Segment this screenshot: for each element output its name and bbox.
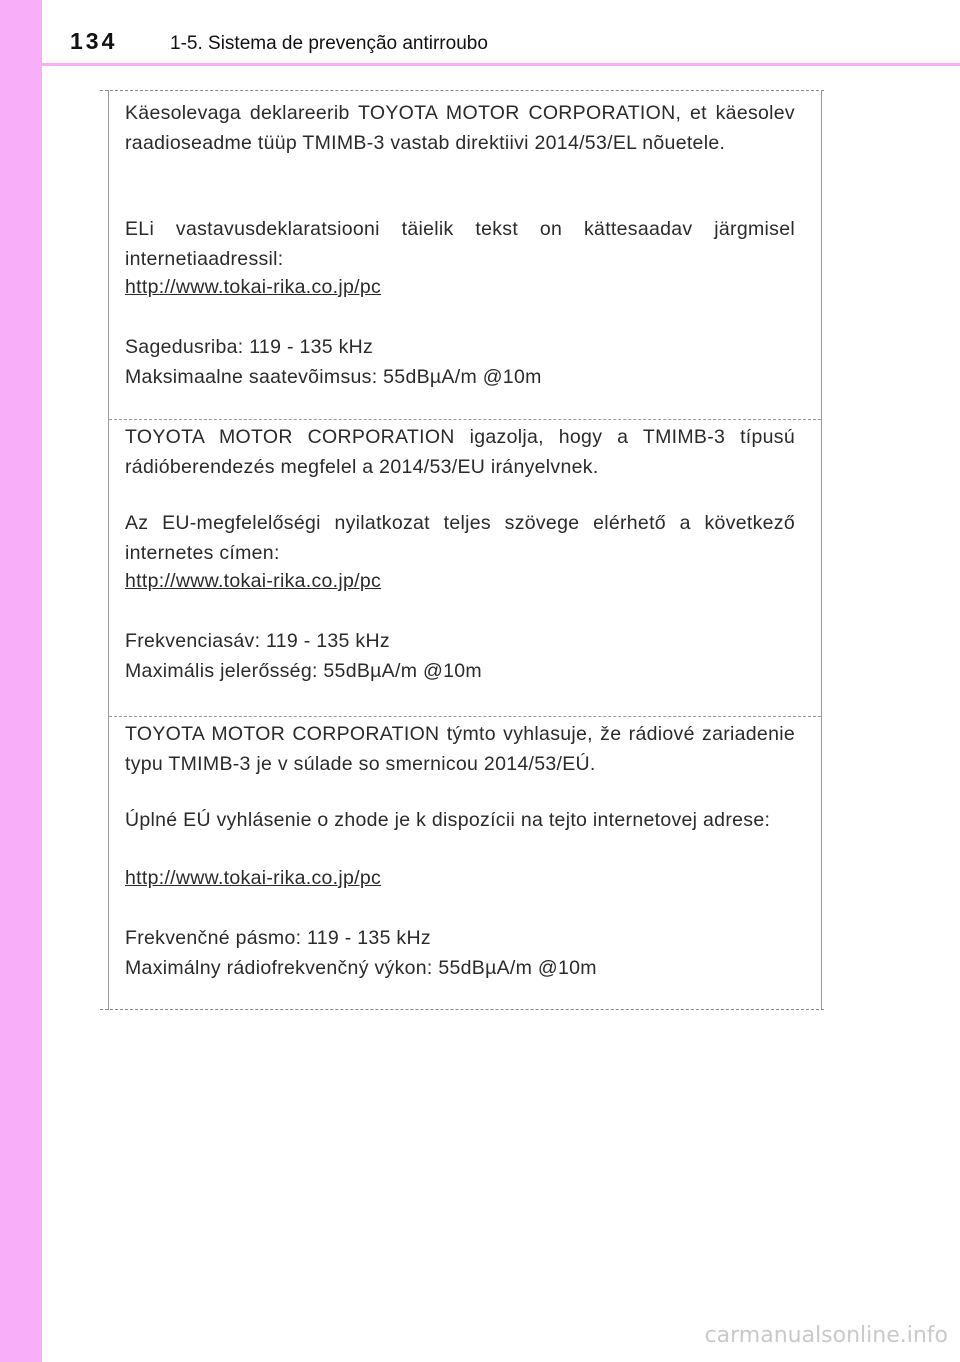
page-number: 134 bbox=[70, 28, 118, 54]
declaration-section-hungarian bbox=[109, 420, 821, 716]
page-header bbox=[0, 0, 960, 66]
declaration-text: TOYOTA MOTOR CORPORATION týmto vyhlasuje, že rádiové zariadenie typu TMIMB-3 je v súlade so smernicou 2014/53/EÚ. bbox=[125, 723, 795, 775]
watermark: carmanualsonline.info bbox=[704, 1323, 948, 1348]
frequency-text: Frekvenciasáv: 119 - 135 kHz bbox=[125, 630, 390, 652]
box-bottom-rule bbox=[100, 1009, 824, 1010]
side-accent-strip bbox=[0, 0, 42, 1362]
availability-text: ELi vastavusdeklaratsiooni täielik tekst on kättesaadav järgmisel internetiaadressil: bbox=[125, 218, 795, 270]
declaration-text: TOYOTA MOTOR CORPORATION igazolja, hogy a TMIMB-3 típusú rádióberendezés megfelel a 2014/53/EU irányelvnek. bbox=[125, 426, 795, 478]
declaration-link[interactable]: http://www.tokai-rika.co.jp/pc bbox=[125, 570, 382, 592]
frequency-text: Frekvenčné pásmo: 119 - 135 kHz bbox=[125, 927, 431, 949]
power-text: Maksimaalne saatevõimsus: 55dBµA/m @10m bbox=[125, 366, 542, 388]
header-rule bbox=[0, 63, 960, 66]
power-text: Maximálny rádiofrekvenčný výkon: 55dBµA/m @10m bbox=[125, 957, 597, 979]
availability-text: Az EU-megfelelőségi nyilatkozat teljes szövege elérhető a következő internetes címen: bbox=[125, 512, 795, 564]
declaration-text: Käesolevaga deklareerib TOYOTA MOTOR CORPORATION, et käesolev raadioseadme tüüp TMIMB-3 vastab direktiivi 2014/53/EL nõuetele. bbox=[125, 102, 795, 154]
power-text: Maximális jelerősség: 55dBµA/m @10m bbox=[125, 660, 482, 682]
declaration-section-slovak bbox=[109, 717, 821, 1009]
declaration-section-estonian bbox=[109, 90, 821, 418]
declaration-box bbox=[108, 90, 822, 1010]
declaration-link[interactable]: http://www.tokai-rika.co.jp/pc bbox=[125, 867, 382, 889]
availability-text: Úplné EÚ vyhlásenie o zhode je k dispozícii na tejto internetovej adrese: bbox=[125, 809, 771, 831]
declaration-link[interactable]: http://www.tokai-rika.co.jp/pc bbox=[125, 276, 382, 298]
section-title: 1-5. Sistema de prevenção antirroubo bbox=[170, 33, 488, 54]
frequency-text: Sagedusriba: 119 - 135 kHz bbox=[125, 336, 374, 358]
